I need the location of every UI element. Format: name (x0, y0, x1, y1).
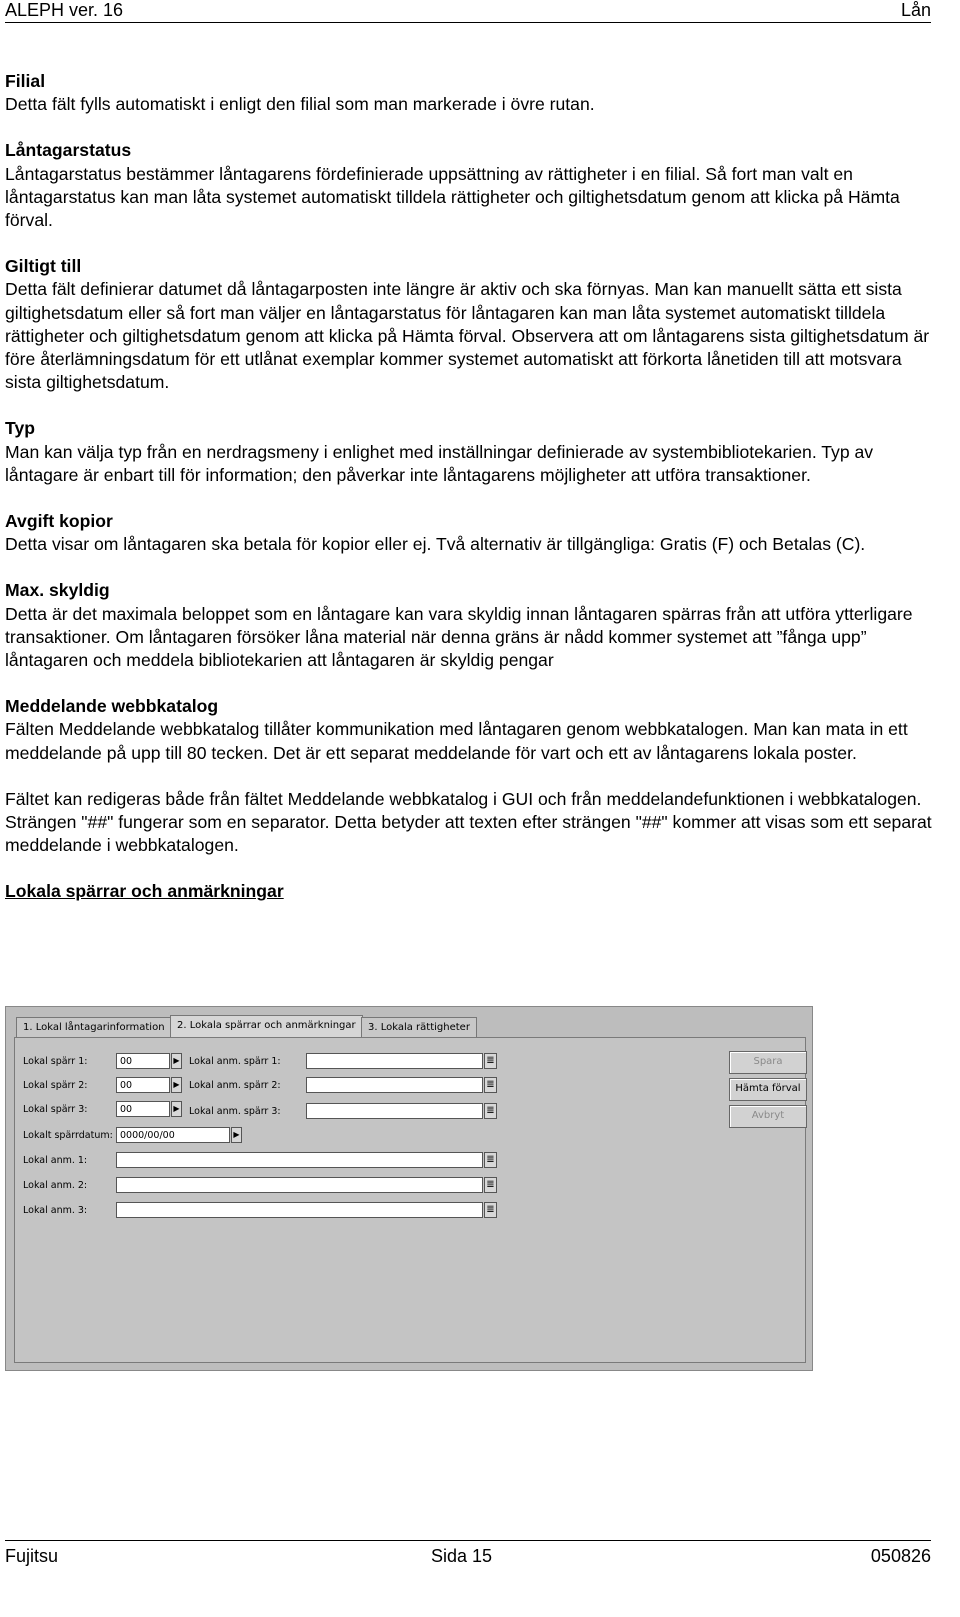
section-typ (5, 417, 935, 487)
anmsparr3-list-icon[interactable]: ≣ (484, 1103, 497, 1119)
sparr3-arrow-icon[interactable]: ▶ (171, 1101, 182, 1117)
section-title: Typ (5, 418, 35, 439)
section-text: Låntagarstatus bestämmer låntagarens fördefinierade uppsättning av rättigheter i en filial. Så fort man valt en låntagarstatus kan man låta systemet automatiskt tilldela rättigheter och giltighetsdatum genom att klicka på Hämta förval. (5, 163, 900, 231)
section-max-skyldig (5, 579, 935, 672)
label-sparr1: Lokal spärr 1: (23, 1056, 88, 1067)
section-title: Avgift kopior (5, 511, 113, 532)
section-text: Man kan välja typ från en nerdragsmeny i enlighet med inställningar definierade av systembibliotekarien. Typ av låntagare är enbart till för information; den påverkar inte låntagarens möjligheter att utföra transaktioner. (5, 441, 874, 485)
footer-right: 050826 (870, 1546, 931, 1566)
label-anmsparr3: Lokal anm. spärr 3: (189, 1106, 281, 1117)
section-text: Detta är det maximala beloppet som en låntagare kan vara skyldig innan låntagaren spärras från att utföra ytterligare transaktioner. Om låntagaren försöker låna material när denna gräns är nådd kommer systemet att ”fånga upp” låntagaren och meddela bibliotekarien att låntagaren är skyldig pengar (5, 603, 913, 671)
tab-lokala-sparrar[interactable]: 2. Lokala spärrar och anmärkningar (170, 1015, 363, 1038)
tab-lokal-lantagarinformation[interactable]: 1. Lokal låntagarinformation (16, 1017, 172, 1038)
label-anmsparr2: Lokal anm. spärr 2: (189, 1080, 281, 1091)
sparrdatum-arrow-icon[interactable]: ▶ (231, 1127, 242, 1143)
anm2-list-icon[interactable]: ≣ (484, 1177, 497, 1193)
section-meddelande-webbkatalog (5, 695, 935, 765)
label-sparr2: Lokal spärr 2: (23, 1080, 88, 1091)
section-title: Max. skyldig (5, 580, 110, 601)
anm1-list-icon[interactable]: ≣ (484, 1152, 497, 1168)
tab-lokala-rattigheter[interactable]: 3. Lokala rättigheter (361, 1017, 477, 1038)
section-text: Detta fält definierar datumet då låntagarposten inte längre är aktiv och ska förnyas. Man kan manuellt sätta ett sista giltighetsdatum eller så fort man väljer en låntagarstatus för låntagaren kan man låta systemet automatiskt tilldela rättigheter och giltighetsdatum genom att klicka på Hämta förval. Observera att om låntagarens sista giltighetsdatum är före återlämningsdatum för ett utlånat exemplar kommer systemet automatiskt att förkorta lånetiden till att motsvara sista giltighetsdatum. (5, 279, 930, 393)
sparr1-field[interactable]: 00 (116, 1053, 170, 1069)
anm2-field[interactable] (116, 1177, 483, 1193)
save-button[interactable]: Spara (729, 1051, 807, 1074)
anm3-list-icon[interactable]: ≣ (484, 1202, 497, 1218)
page-header (5, 0, 931, 23)
footer-left: Fujitsu (5, 1546, 59, 1566)
screenshot-panel (5, 1006, 813, 1371)
label-anmsparr1: Lokal anm. spärr 1: (189, 1056, 281, 1067)
extra-paragraph: Fältet kan redigeras både från fältet Meddelande webbkatalog i GUI och från meddelandefunktionen i webbkatalogen. Strängen "##" fungerar som en separator. Detta betyder att texten efter strängen "##" kommer att visas som ett separat meddelande i webbkatalogen. (5, 788, 932, 856)
label-sparrdatum: Lokalt spärrdatum: (23, 1130, 113, 1141)
document-body (5, 70, 935, 904)
section-giltigt-till (5, 255, 935, 394)
anmsparr3-field[interactable] (306, 1103, 483, 1119)
section-text: Detta visar om låntagaren ska betala för kopior eller ej. Två alternativ är tillgängliga: Gratis (F) och Betalas (C). (5, 534, 866, 555)
anm3-field[interactable] (116, 1202, 483, 1218)
section-title: Giltigt till (5, 256, 82, 277)
sparrdatum-field[interactable]: 0000/00/00 (116, 1127, 230, 1143)
footer-center: Sida 15 (431, 1546, 493, 1566)
label-sparr3: Lokal spärr 3: (23, 1104, 88, 1115)
header-left: ALEPH ver. 16 (5, 0, 124, 20)
anmsparr1-field[interactable] (306, 1053, 483, 1069)
defaults-button[interactable]: Hämta förval (729, 1078, 807, 1101)
sparr1-arrow-icon[interactable]: ▶ (171, 1053, 182, 1069)
anmsparr2-field[interactable] (306, 1077, 483, 1093)
section-title: Låntagarstatus (5, 140, 132, 161)
section-text: Fälten Meddelande webbkatalog tillåter kommunikation med låntagaren genom webbkatalogen. Man kan mata in ett meddelande på upp till 80 tecken. Det är ett separat meddelande för vart och ett av låntagarens lokala poster. (5, 719, 908, 763)
section-lantagarstatus (5, 139, 935, 232)
extra-paragraph-block (5, 788, 935, 858)
section-text: Detta fält fylls automatiskt i enligt den filial som man markerade i övre rutan. (5, 94, 595, 115)
label-anm3: Lokal anm. 3: (23, 1205, 88, 1216)
label-anm2: Lokal anm. 2: (23, 1180, 88, 1191)
sparr2-arrow-icon[interactable]: ▶ (171, 1077, 182, 1093)
header-right: Lån (900, 0, 931, 20)
section-avgift-kopior (5, 510, 935, 556)
label-anm1: Lokal anm. 1: (23, 1155, 88, 1166)
anm1-field[interactable] (116, 1152, 483, 1168)
page-footer (5, 1540, 931, 1571)
section-title: Filial (5, 71, 46, 91)
sparr3-field[interactable]: 00 (116, 1101, 170, 1117)
section-title: Meddelande webbkatalog (5, 696, 219, 717)
cancel-button[interactable]: Avbryt (729, 1105, 807, 1128)
sparr2-field[interactable]: 00 (116, 1077, 170, 1093)
anmsparr2-list-icon[interactable]: ≣ (484, 1077, 497, 1093)
lokala-heading: Lokala spärrar och anmärkningar (5, 881, 284, 902)
anmsparr1-list-icon[interactable]: ≣ (484, 1053, 497, 1069)
section-filial (5, 70, 935, 116)
tab-pane (14, 1037, 806, 1363)
